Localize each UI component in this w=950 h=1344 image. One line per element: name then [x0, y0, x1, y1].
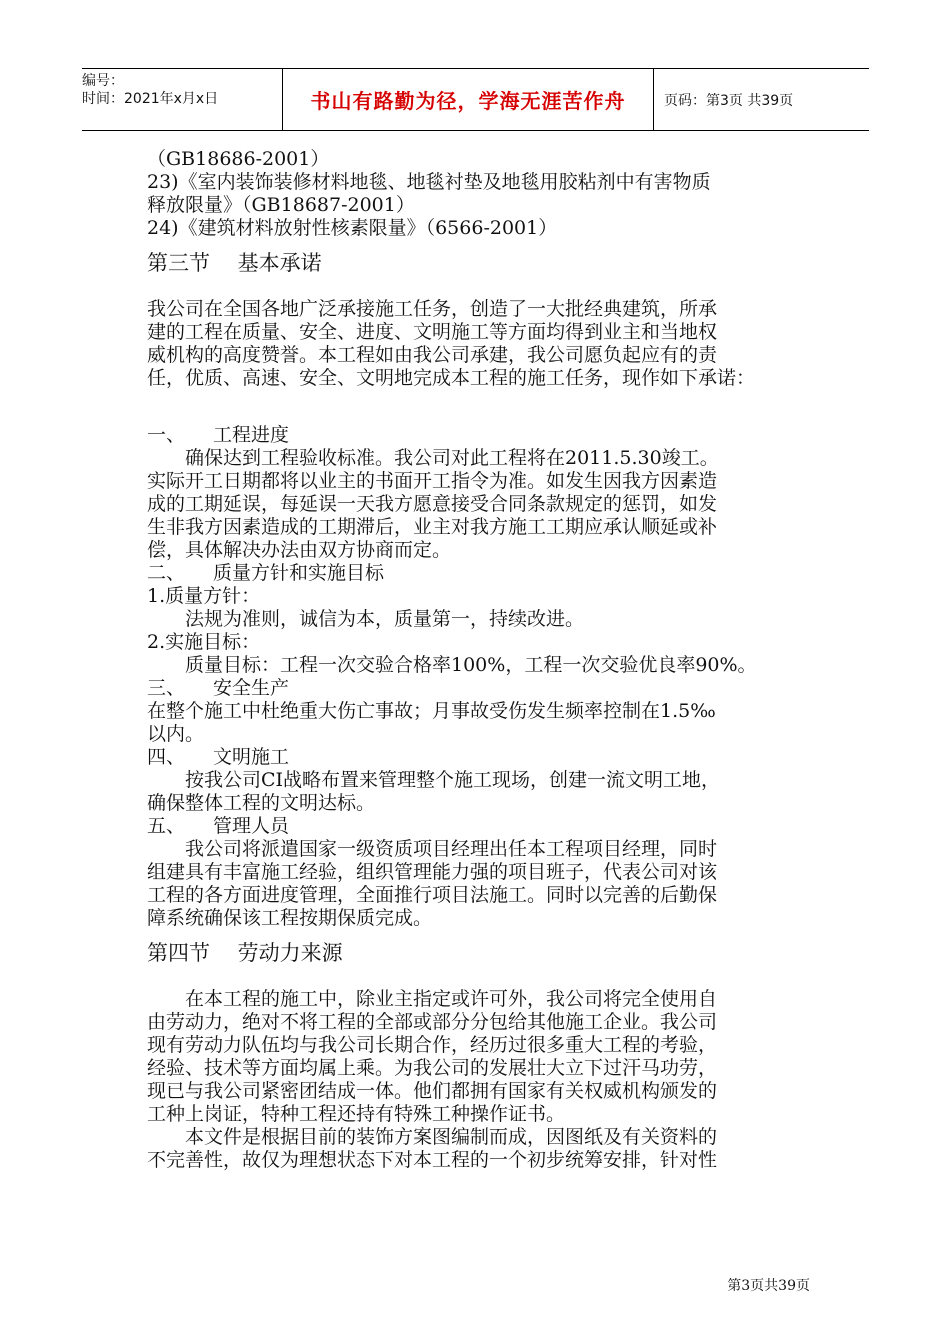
paragraph-line: 我公司将派遣国家一级资质项目经理出任本工程项目经理，同时 — [185, 838, 718, 860]
paragraph-line: 我公司在全国各地广泛承接施工任务，创造了一大批经典建筑，所承 — [147, 298, 718, 320]
header-motto: 书山有路勤为径，学海无涯苦作舟 — [283, 69, 654, 130]
paragraph-line: 工程的各方面进度管理，全面推行项目法施工。同时以完善的后勤保 — [147, 884, 718, 906]
item-number: 四、 — [147, 746, 186, 768]
item-title: 管理人员 — [213, 815, 290, 837]
item-heading — [147, 815, 815, 838]
text-line: 23)《室内装饰装修材料地毯、地毯衬垫及地毯用胶粘剂中有害物质 — [147, 171, 711, 193]
text-line: 24)《建筑材料放射性核素限量》（6566-2001） — [147, 217, 558, 239]
section-title: 第四节 劳动力来源 — [147, 941, 343, 965]
header-meta — [82, 69, 283, 130]
paragraph-line: 按我公司CI战略布置来管理整个施工现场，创建一流文明工地， — [185, 769, 721, 791]
header-page-number: 页码：第3页 共39页 — [664, 92, 794, 109]
item-number: 二、 — [147, 562, 186, 584]
document-body — [147, 148, 815, 1172]
document-time: 时间：2021年x月x日 — [82, 91, 219, 107]
document-number: 编号： — [82, 73, 124, 89]
text-line: 释放限量》（GB18687-2001） — [147, 194, 415, 216]
text-line: （GB18686-2001） — [147, 148, 330, 170]
item-heading — [147, 677, 815, 700]
paragraph-line: 实际开工日期都将以业主的书面开工指令为准。如发生因我方因素造 — [147, 470, 718, 492]
paragraph-line: 法规为准则，诚信为本，质量第一，持续改进。 — [185, 608, 585, 630]
paragraph-line: 确保整体工程的文明达标。 — [147, 792, 376, 814]
paragraph-line: 偿，具体解决办法由双方协商而定。 — [147, 539, 452, 561]
item-number: 五、 — [147, 815, 186, 837]
page-footer: 第3页共39页 — [727, 1278, 810, 1294]
paragraph-line: 不完善性，故仅为理想状态下对本工程的一个初步统筹安排，针对性 — [147, 1149, 718, 1171]
paragraph-line: 成的工期延误，每延误一天我方愿意接受合同条款规定的惩罚，如发 — [147, 493, 718, 515]
item-heading — [147, 746, 815, 769]
paragraph-line: 由劳动力，绝对不将工程的全部或部分分包给其他施工企业。我公司 — [147, 1011, 718, 1033]
item-number: 一、 — [147, 424, 186, 446]
paragraph-line: 任，优质、高速、安全、文明地完成本工程的施工任务，现作如下承诺： — [147, 367, 756, 389]
paragraph-line: 生非我方因素造成的工期滞后，业主对我方施工工期应承认顺延或补 — [147, 516, 718, 538]
paragraph-line: 现已与我公司紧密团结成一体。他们都拥有国家有关权威机构颁发的 — [147, 1080, 718, 1102]
paragraph-line: 组建具有丰富施工经验，组织管理能力强的项目班子，代表公司对该 — [147, 861, 718, 883]
paragraph-line: 确保达到工程验收标准。我公司对此工程将在2011.5.30竣工。 — [185, 447, 719, 469]
paragraph-line: 以内。 — [147, 723, 205, 745]
section-title: 第三节 基本承诺 — [147, 251, 322, 275]
paragraph-line: 障系统确保该工程按期保质完成。 — [147, 907, 433, 929]
item-title: 安全生产 — [213, 677, 290, 699]
paragraph-line: 在整个施工中杜绝重大伤亡事故；月事故受伤发生频率控制在1.5‰ — [147, 700, 716, 722]
paragraph-line: 建的工程在质量、安全、进度、文明施工等方面均得到业主和当地权 — [147, 321, 718, 343]
item-title: 文明施工 — [213, 746, 290, 768]
item-heading — [147, 424, 815, 447]
paragraph-line: 在本工程的施工中，除业主指定或许可外，我公司将完全使用自 — [185, 988, 718, 1010]
item-heading — [147, 562, 815, 585]
paragraph-line: 经验、技术等方面均属上乘。为我公司的发展壮大立下过汗马功劳， — [147, 1057, 718, 1079]
sub-label: 2.实施目标： — [147, 631, 261, 653]
page-header — [82, 68, 869, 131]
paragraph-line: 威机构的高度赞誉。本工程如由我公司承建，我公司愿负起应有的责 — [147, 344, 718, 366]
sub-label: 1.质量方针： — [147, 585, 261, 607]
paragraph-line: 现有劳动力队伍均与我公司长期合作，经历过很多重大工程的考验， — [147, 1034, 718, 1056]
paragraph-line: 本文件是根据目前的装饰方案图编制而成，因图纸及有关资料的 — [185, 1126, 718, 1148]
paragraph-line: 质量目标：工程一次交验合格率100%，工程一次交验优良率90%。 — [185, 654, 757, 676]
item-number: 三、 — [147, 677, 186, 699]
paragraph-line: 工种上岗证，特种工程还持有特殊工种操作证书。 — [147, 1103, 566, 1125]
item-title: 工程进度 — [213, 424, 290, 446]
item-title: 质量方针和实施目标 — [213, 562, 385, 584]
